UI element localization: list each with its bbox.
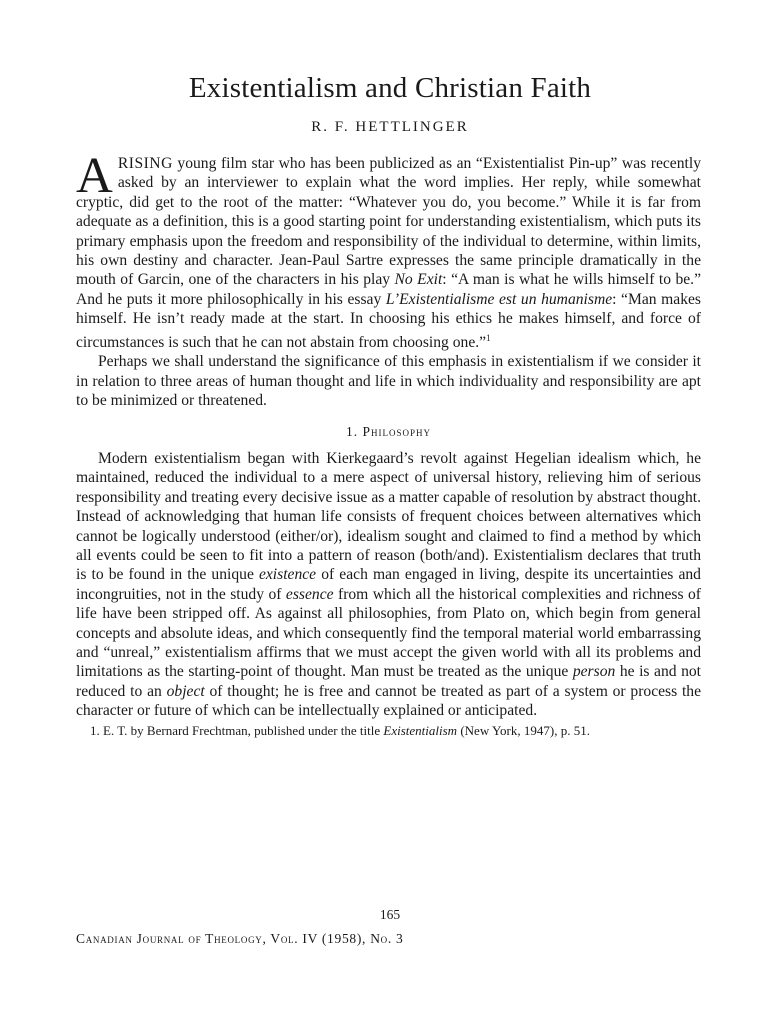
article-title: Existentialism and Christian Faith: [188, 72, 592, 104]
footnote: 1. E. T. by Bernard Frechtman, published under the title Existentialism (New York, 1947), p. 51.: [90, 722, 590, 738]
article-body: [76, 148, 702, 738]
article-author: R. F. HETTLINGER: [311, 119, 469, 135]
section-heading: 1. Philosophy: [345, 424, 431, 440]
play-title: No Exit: [394, 271, 443, 289]
intro-paragraph: ARISING young film star who has been publicized as an “Existentialist Pin-up” was recently asked by an interviewer to explain what the word implies. Her reply, while somewhat cryptic, did get to the root of the matter: “Whatever you do, you become.” While it is far from adequate as a definition, this is a good starting point for understanding existentialism, which puts its primary emphasis upon the freedom and responsibility of the individual to determine, within limits, his own destiny and character. Jean-Paul Sartre expresses the same principle dramatically in the mouth of Garcin, one of the characters in his play No Exit: “A man is what he wills himself to be.” And he puts it more philosophically in his essay L’Existentialisme est un humanisme: “Man makes himself. He isn’t ready made at the start. In choosing his ethics he makes himself, and force of circumstances is such that he can not abstain from choosing one.”$^1$: [76, 148, 701, 351]
intro-paragraph-2: Perhaps we shall understand the significance of this emphasis in existentialism if we consider it in relation to three areas of human thought and life in which individuality and responsibility are apt to be minimized or threatened.: [76, 353, 701, 410]
journal-citation: Canadian Journal of Theology, Vol. IV (1958), No. 3: [76, 931, 404, 946]
footnote-ref: 1: [486, 332, 491, 343]
first-word: RISING: [117, 155, 173, 172]
section-paragraph: Modern existentialism began with Kierkegaard’s revolt against Hegelian idealism which, he maintained, reduced the individual to a mere aspect of universal history, relieving him of serious responsibility and treating every decisive issue as a matter capable of resolution by abstract thought. Instead of acknowledging that human life consists of frequent choices between alternatives which cannot be logically understood (either/or), idealism sought and claimed to find a method by which all events could be seen to fit into a pattern of reason (both/and). Existentialism declares that truth is to be found in the unique existence of each man engaged in living, despite its uncertainties and incongruities, not in the study of essence from which all the historical complexities and richness of life have been stripped off. As against all philosophies, from Plato on, which begin from general concepts and absolute ideas, and which consequently find the temporal material world embarrassing and “unreal,” existentialism affirms that we must accept the given world with all its problems and limitations as the starting-point of thought. Man must be treated as the unique person he is and not reduced to an object of thought; he is free and cannot be treated as part of a system or process the character or future of which can be intellectually explained or anticipated.: [76, 449, 702, 720]
drop-cap: A: [76, 148, 113, 204]
essay-title: L’Existentialisme est un humanisme: [385, 290, 613, 308]
page-number: 165: [379, 907, 401, 922]
